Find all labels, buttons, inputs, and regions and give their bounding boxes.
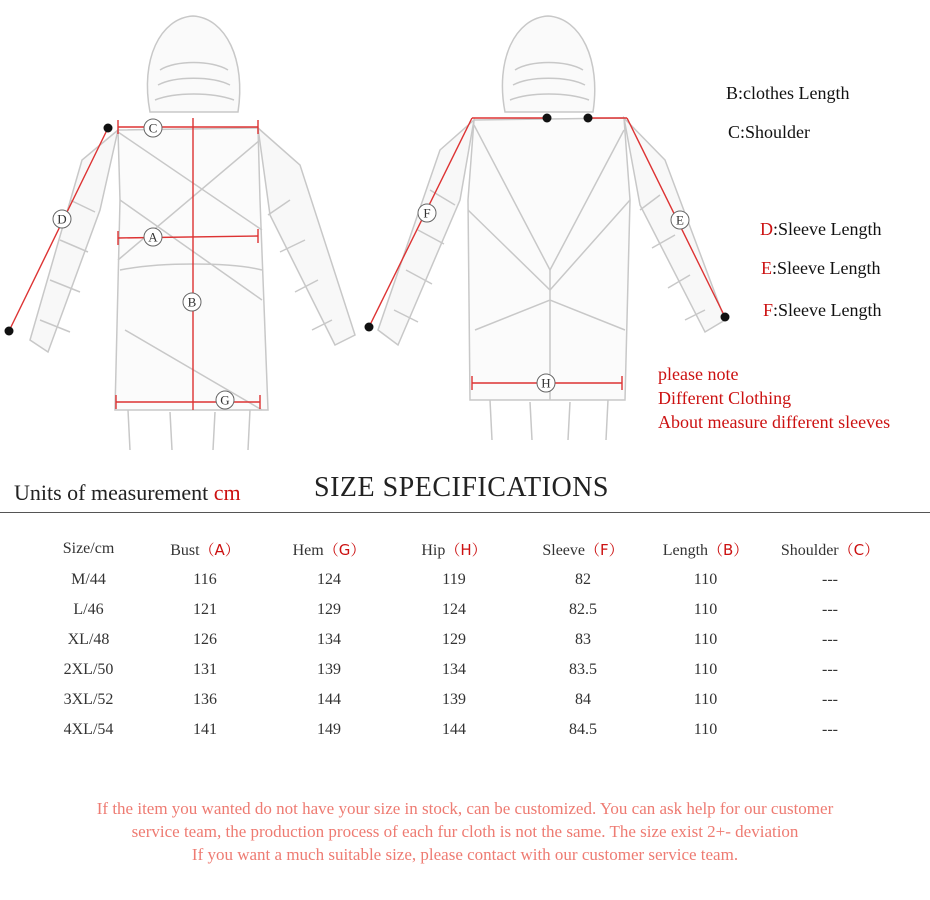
marker-f: F [423,205,431,221]
marker-b: B [187,294,197,310]
cell-hip: 119 [442,571,466,588]
col-header-bust: Bust（A） [170,540,240,559]
note-line-3: About measure different sleeves [658,412,891,432]
cell-hem: 144 [317,691,341,708]
cell-length: 110 [693,721,718,738]
table-row [36,655,896,685]
cell-size: 4XL/54 [63,721,114,738]
marker-e: E [676,212,684,228]
legend-e [761,258,880,279]
cell-sleeve: 82.5 [569,601,597,618]
cell-length: 110 [693,691,718,708]
units-unit: cm [213,480,241,505]
cell-size: XL/48 [67,631,110,648]
cell-bust: 121 [193,601,217,618]
marker-c: C [148,120,158,136]
legend-d-letter: D [760,219,773,239]
cell-length: 110 [693,661,718,678]
cell-sleeve: 82 [575,571,591,588]
legend-e-text: :Sleeve Length [772,258,881,278]
cell-hip: 129 [442,631,466,648]
units-of-measurement [14,480,241,506]
cell-sleeve: 83 [575,631,591,648]
cell-sleeve: 84.5 [569,721,597,738]
cell-hem: 129 [317,601,341,618]
units-label: Units of measurement [14,480,209,505]
cell-sleeve: 84 [575,691,591,708]
legend-f-letter: F [763,300,774,320]
cell-bust: 131 [193,661,217,678]
marker-d: D [57,211,67,227]
col-header-hem: Hem（G） [292,540,366,559]
cell-shoulder: --- [822,601,838,618]
marker-a: A [148,229,158,245]
cell-hip: 139 [442,691,466,708]
legend-f [763,300,881,321]
legend-b: B:clothes Length [726,83,850,103]
cell-bust: 141 [193,721,217,738]
footer-line-3: If you want a much suitable size, please contact with our customer service team. [191,845,739,864]
legend-c: C:Shoulder [728,122,811,142]
page-title: SIZE SPECIFICATIONS [314,472,609,503]
col-header-hip: Hip（H） [421,540,487,559]
cell-size: L/46 [73,601,104,618]
table-row [36,595,896,625]
cell-hem: 149 [317,721,341,738]
cell-length: 110 [693,631,718,648]
size-table [36,533,896,745]
legend-e-letter: E [761,258,772,278]
cell-bust: 136 [193,691,217,708]
divider [0,512,930,513]
cell-shoulder: --- [822,571,838,588]
cell-shoulder: --- [822,631,838,648]
sleeve-note [658,362,890,434]
note-line-1: please note [658,364,739,384]
footer-line-1: If the item you wanted do not have your size in stock, can be customized. You can ask help for our customer [96,799,834,818]
cell-length: 110 [693,571,718,588]
cell-bust: 116 [193,571,217,588]
cell-hem: 134 [317,631,341,648]
note-line-2: Different Clothing [658,388,792,408]
marker-g: G [220,392,230,408]
customization-notice [20,797,910,866]
cell-shoulder: --- [822,691,838,708]
table-row [36,715,896,745]
col-header-shoulder: Shoulder（C） [780,540,880,559]
cell-size: 2XL/50 [63,661,114,678]
cell-shoulder: --- [822,721,838,738]
cell-hem: 139 [317,661,341,678]
legend-d-text: :Sleeve Length [773,219,882,239]
col-header-size: Size/cm [62,540,115,557]
col-header-sleeve: Sleeve（F） [542,540,624,559]
cell-shoulder: --- [822,661,838,678]
cell-bust: 126 [193,631,217,648]
table-row [36,565,896,595]
table-row [36,685,896,715]
cell-size: 3XL/52 [63,691,114,708]
cell-size: M/44 [71,571,106,588]
cell-hip: 144 [442,721,466,738]
legend-f-text: :Sleeve Length [773,300,882,320]
table-header-row [36,533,896,565]
table-row [36,625,896,655]
cell-hip: 134 [442,661,466,678]
footer-line-2: service team, the production process of each fur cloth is not the same. The size exist 2+- deviation [131,822,799,841]
cell-length: 110 [693,601,718,618]
cell-sleeve: 83.5 [569,661,597,678]
marker-h: H [541,375,551,391]
col-header-length: Length（B） [662,540,749,559]
cell-hem: 124 [317,571,341,588]
legend-d [760,219,881,240]
cell-hip: 124 [442,601,466,618]
